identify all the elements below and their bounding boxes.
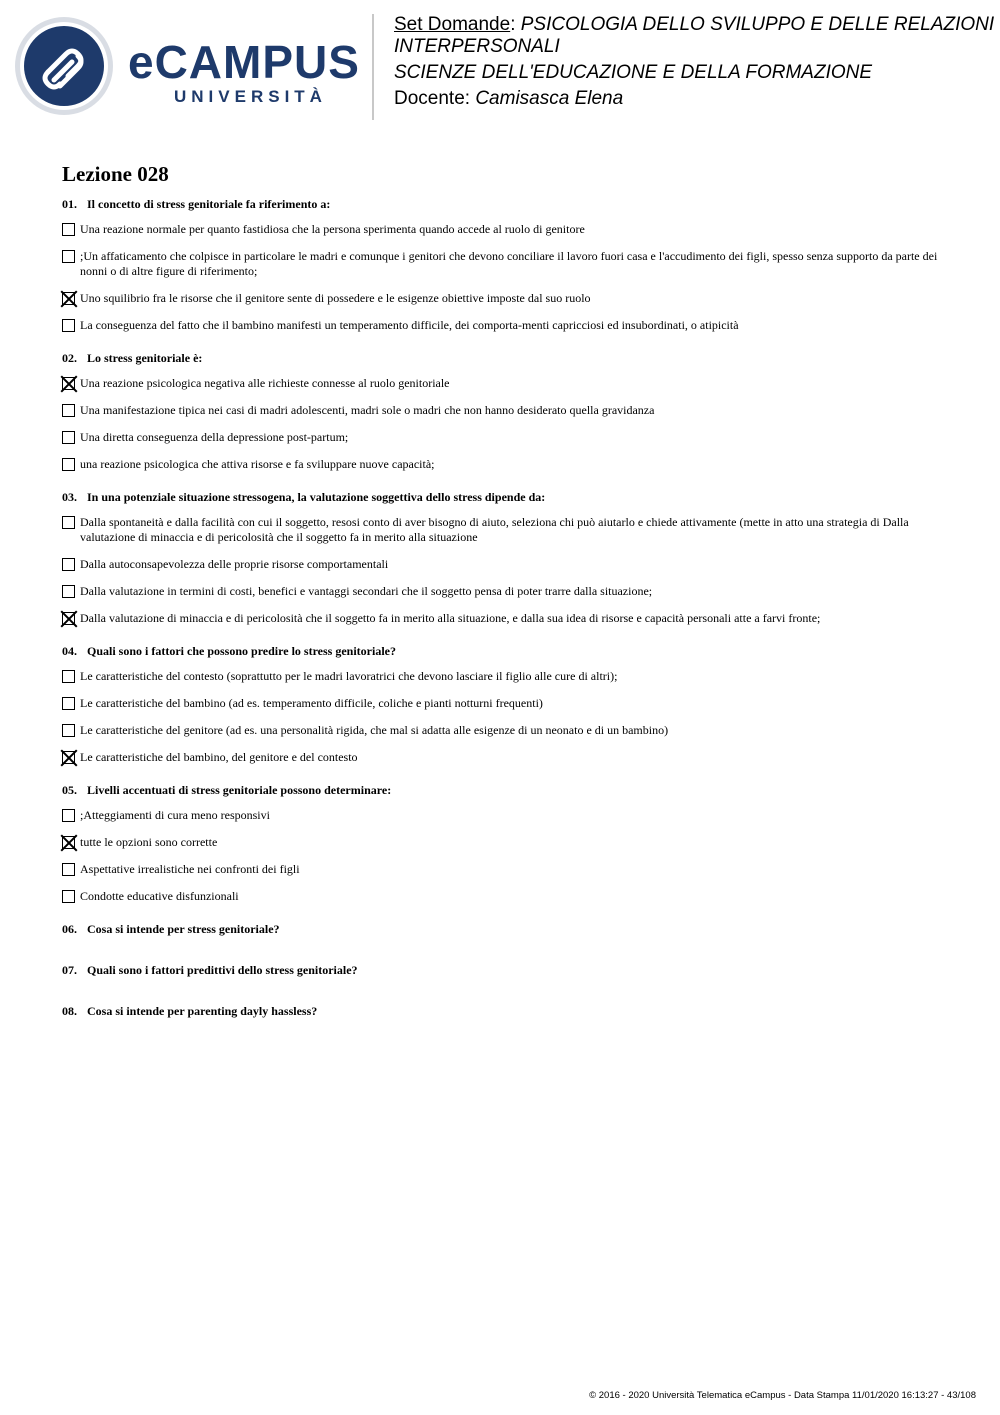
page-header — [0, 0, 1000, 130]
answer-text: La conseguenza del fatto che il bambino manifesti un temperamento difficile, dei comporta-menti capricciosi ed insubordinati, o atipicità — [80, 318, 739, 332]
answer-options — [62, 376, 942, 472]
question-block — [62, 490, 942, 626]
answer-text: Dalla autoconsapevolezza delle proprie risorse comportamentali — [80, 557, 389, 571]
answer-text: ;Atteggiamenti di cura meno responsivi — [80, 808, 270, 822]
answer-option[interactable] — [62, 889, 942, 904]
question-number: 06. — [62, 922, 77, 936]
brand-subtitle: UNIVERSITÀ — [174, 87, 327, 106]
ecampus-wordmark — [128, 38, 360, 108]
question-text — [62, 644, 942, 659]
question-label: Cosa si intende per stress genitoriale? — [87, 922, 280, 936]
answer-option[interactable] — [62, 723, 942, 738]
checkbox-icon[interactable] — [62, 458, 75, 471]
question-label: Livelli accentuati di stress genitoriale possono determinare: — [87, 783, 392, 797]
answer-text: Uno squilibrio fra le risorse che il genitore sente di possedere e le esigenze obiettive imposte dal suo ruolo — [80, 291, 591, 305]
question-number: 05. — [62, 783, 77, 797]
checkbox-icon[interactable] — [62, 863, 75, 876]
checked-checkbox-icon[interactable] — [62, 836, 75, 849]
set-title: PSICOLOGIA DELLO SVILUPPO E DELLE RELAZIONI — [520, 14, 995, 35]
question-number: 04. — [62, 644, 77, 658]
page-footer: © 2016 - 2020 Università Telematica eCampus - Data Stampa 11/01/2020 16:13:27 - 43/108 — [589, 1390, 976, 1401]
answer-option[interactable] — [62, 750, 942, 765]
answer-options — [62, 222, 942, 333]
answer-text: Condotte educative disfunzionali — [80, 889, 239, 903]
checked-checkbox-icon[interactable] — [62, 377, 75, 390]
question-block — [62, 783, 942, 904]
docente-name: Camisasca Elena — [475, 88, 624, 109]
answer-option[interactable] — [62, 808, 942, 823]
question-number: 03. — [62, 490, 77, 504]
question-block — [62, 351, 942, 472]
open-question — [62, 922, 942, 937]
checkbox-icon[interactable] — [62, 809, 75, 822]
answer-option[interactable] — [62, 611, 942, 626]
question-text — [62, 351, 942, 366]
set-title-cont: INTERPERSONALI — [394, 36, 560, 57]
answer-option[interactable] — [62, 457, 942, 472]
answer-option[interactable] — [62, 557, 942, 572]
checkbox-icon[interactable] — [62, 516, 75, 529]
question-text — [62, 783, 942, 798]
answer-option[interactable] — [62, 403, 942, 418]
answer-text: Una reazione psicologica negativa alle richieste connesse al ruolo genitoriale — [80, 376, 450, 390]
answer-text: Le caratteristiche del contesto (soprattutto per le madri lavoratrici che devono lasciare il figlio alle cure di altri); — [80, 669, 618, 683]
answer-text: Dalla valutazione di minaccia e di pericolosità che il soggetto fa in merito alla situazione, e dalla sua idea di risorse e capacità personali atte a farvi fronte; — [80, 611, 821, 625]
question-number: 01. — [62, 197, 77, 211]
checkbox-icon[interactable] — [62, 670, 75, 683]
answer-option[interactable] — [62, 291, 942, 306]
checkbox-icon[interactable] — [62, 223, 75, 236]
answer-option[interactable] — [62, 222, 942, 237]
open-question — [62, 963, 942, 978]
open-question-list — [62, 922, 942, 1019]
question-label: In una potenziale situazione stressogena, la valutazione soggettiva dello stress dipende da: — [87, 490, 546, 504]
question-number: 07. — [62, 963, 77, 977]
checkbox-icon[interactable] — [62, 724, 75, 737]
checkbox-icon[interactable] — [62, 404, 75, 417]
checkbox-icon[interactable] — [62, 431, 75, 444]
answer-option[interactable] — [62, 862, 942, 877]
checked-checkbox-icon[interactable] — [62, 612, 75, 625]
answer-options — [62, 808, 942, 904]
question-label: Il concetto di stress genitoriale fa riferimento a: — [87, 197, 331, 211]
answer-text: Le caratteristiche del genitore (ad es. una personalità rigida, che mal si adatta alle esigenze di un neonato e di un bambino) — [80, 723, 669, 737]
answer-option[interactable] — [62, 515, 942, 545]
answer-options — [62, 515, 942, 626]
question-label: Lo stress genitoriale è: — [87, 351, 203, 365]
checkbox-icon[interactable] — [62, 319, 75, 332]
answer-options — [62, 669, 942, 765]
question-list — [62, 197, 942, 904]
answer-text: Aspettative irrealistiche nei confronti dei figli — [80, 862, 300, 876]
header-info — [394, 14, 994, 110]
open-question — [62, 1004, 942, 1019]
ecampus-logo-icon — [14, 16, 114, 116]
set-colon: : — [510, 14, 521, 35]
set-line — [394, 14, 994, 36]
answer-text: Le caratteristiche del bambino (ad es. temperamento difficile, coliche e pianti notturni frequenti) — [80, 696, 543, 710]
answer-option[interactable] — [62, 835, 942, 850]
answer-option[interactable] — [62, 430, 942, 445]
answer-text: una reazione psicologica che attiva risorse e fa sviluppare nuove capacità; — [80, 457, 435, 471]
answer-option[interactable] — [62, 318, 942, 333]
docente-label: Docente: — [394, 88, 471, 109]
checkbox-icon[interactable] — [62, 558, 75, 571]
question-text — [62, 490, 942, 505]
set-label: Set Domande — [394, 14, 511, 35]
checked-checkbox-icon[interactable] — [62, 292, 75, 305]
answer-option[interactable] — [62, 376, 942, 391]
questions-content — [62, 162, 942, 1045]
checkbox-icon[interactable] — [62, 585, 75, 598]
answer-text: Le caratteristiche del bambino, del genitore e del contesto — [80, 750, 358, 764]
question-block — [62, 644, 942, 765]
question-label: Quali sono i fattori che possono predire lo stress genitoriale? — [87, 644, 396, 658]
answer-text: tutte le opzioni sono corrette — [80, 835, 218, 849]
answer-text: Una diretta conseguenza della depressione post-partum; — [80, 430, 349, 444]
question-block — [62, 197, 942, 333]
question-number: 08. — [62, 1004, 77, 1018]
answer-option[interactable] — [62, 696, 942, 711]
answer-text: Una reazione normale per quanto fastidiosa che la persona sperimenta quando accede al ruolo di genitore — [80, 222, 585, 236]
answer-option[interactable] — [62, 249, 942, 279]
answer-option[interactable] — [62, 669, 942, 684]
question-label: Cosa si intende per parenting dayly hassless? — [87, 1004, 318, 1018]
docente-line — [394, 88, 994, 110]
checkbox-icon[interactable] — [62, 890, 75, 903]
question-number: 02. — [62, 351, 77, 365]
question-text — [62, 197, 942, 212]
answer-text: Dalla spontaneità e dalla facilità con cui il soggetto, resosi conto di aver bisogno di aiuto, seleziona chi può aiutarlo e chiede attivamente (mette in atto una strategia di Dalla valutazione di minaccia e di pericolosità che il soggetto fa in merito alla situazione — [80, 515, 909, 544]
checked-checkbox-icon[interactable] — [62, 751, 75, 764]
answer-text: ;Un affaticamento che colpisce in particolare le madri e comunque i genitori che devono conciliare il lavoro fuori casa e l'accudimento dei figli, spesso senza supporto da parte dei nonni o di altre figure di riferimento; — [80, 249, 938, 278]
lesson-title: Lezione 028 — [62, 162, 169, 186]
course-name: SCIENZE DELL'EDUCAZIONE E DELLA FORMAZIONE — [394, 62, 873, 83]
checkbox-icon[interactable] — [62, 250, 75, 263]
question-label: Quali sono i fattori predittivi dello stress genitoriale? — [87, 963, 358, 977]
checkbox-icon[interactable] — [62, 697, 75, 710]
answer-option[interactable] — [62, 584, 942, 599]
answer-text: Dalla valutazione in termini di costi, benefici e vantaggi secondari che il soggetto pensa di poter trarre dalla situazione; — [80, 584, 653, 598]
brand-name: eCAMPUS — [128, 36, 360, 88]
answer-text: Una manifestazione tipica nei casi di madri adolescenti, madri sole o madri che non hanno desiderato quella gravidanza — [80, 403, 655, 417]
header-divider — [372, 14, 374, 120]
